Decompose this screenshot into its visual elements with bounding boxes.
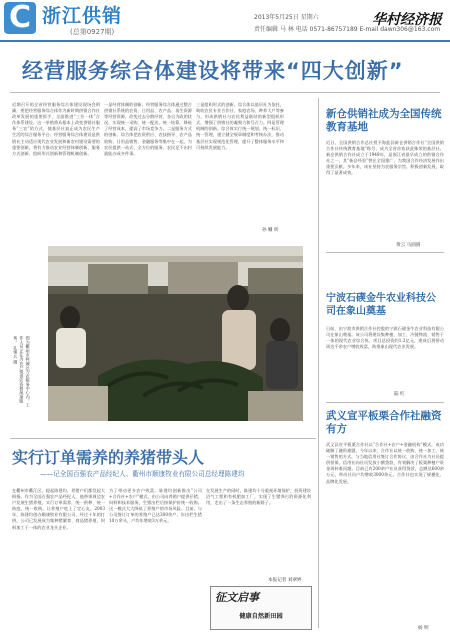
right-article-3: 武义县宣平板栗合作社以“合作社+农户+金融机构”模式，成功破解了融资难题。今年以来，合作社以统一收购、统一加工、统一销售的方式，与当地信用社签订合作协议，由合作社为社员提供担保，信用社向社员发放小额贷款，有效解决了板栗种植户资金周转难问题。目前已有200余户社员获得贷款，总额达600余万元，带动社员户均增收3000余元，合作社也实现了规模化、品牌化发展。	[326, 442, 444, 484]
article2-subheadline: ——记全国百强农产品经纪人、衢州市顺康牧业有限公司总经理陈建均	[40, 470, 245, 478]
publication-date: 2013年5月25日 星期六	[254, 14, 319, 21]
editor-contact: 责任编辑 马 林 电话 0571-86757189 E-mail dawn306@163.com	[254, 26, 441, 33]
section-title: 浙江供销	[42, 5, 123, 27]
market-photo-illustration	[48, 246, 303, 421]
right-divider-1	[326, 252, 444, 253]
article2-top-rule	[10, 438, 316, 439]
advertisement-box	[210, 586, 312, 630]
main-headline: 经营服务综合体建设将带来“四大创新”	[22, 59, 404, 83]
right-article-2: 日前，由宁波市供销合作社控股的宁波石碶金牛农业科技有限公司在象山奠基。该公司将建设集种植、加工、冷链物流、销售于一体的现代农业综合体，项目总投资约1.2亿元，建成后将带动周边千余农户增收致富，助推象山现代农业发展。	[326, 326, 444, 350]
article1-column3: 三是组织形式的创新。综合体以基层社为依托，吸收农民专业合作社、家庭农场、种养大户等参与，形成供销社与农民利益联结的新型组织形式，增强了供销社的凝聚力和号召力。四是管理机制的创新。综合体实行统一规划、统一标识、统一管理，建立健全规章制度和考核办法，推动基层社实现规范化管理，提升了整体服务水平和可持续发展能力。	[196, 102, 284, 150]
market-photo	[48, 246, 303, 421]
headline-rule	[10, 92, 440, 93]
right-article-1: 近日，全国供销合作总社授予海盐县新仓供销合作社“全国供销合作社传统教育基地”称号，成为全省首家获此殊荣的基层社。新仓供销合作社成立于1949年，是浙江省最早成立的供销合作社之一，其“新仓经验”曾在全国推广，为我国合作经济发展作出重要贡献。多年来，该社坚持为农服务宗旨，积极创新发展，取得了显著成效。	[326, 140, 444, 176]
article2-byline: 本报记者 刘翠婷	[268, 578, 302, 583]
section-logo: C	[4, 2, 36, 34]
page-header	[0, 0, 450, 40]
photo-caption-box	[12, 336, 46, 414]
article1-byline: 孙 姗 昕	[262, 228, 279, 233]
column-divider	[318, 98, 319, 628]
photo-caption: 图为衢州市柯城区为农服务中心内，工作人员正在为农户提供农资和蔬菜服务。 孔建兵 摄	[13, 336, 31, 408]
ad-title: 征文启事	[215, 591, 259, 604]
article2-column2: 为了带动更多农户致富，陈建均创新推出“公司+合作社+农户”模式，由公司向养殖户提供仔猪、饲料和技术服务，生猪出栏后按保护价统一收购。这一模式大大降低了养殖户的市场风险。目前，与公司签订订单的养殖户已达300余户，年出栏生猪10万余头，户均年增收3万余元。	[109, 488, 202, 524]
newspaper-masthead: 华村经济报	[372, 12, 442, 28]
right-article-1-byline: 黄云 马圆圆	[396, 243, 421, 248]
article2-column1: 在衢州市衢江区，提起陈建均，养猪户们都竖起大拇指。作为全国百强农产品经纪人，他带领周边农户发展生猪养殖，实行订单需养，统一供种、统一防疫、统一收购，让养殖户吃上了定心丸。2003年，陈建均创办顺康牧业有限公司，经过十年的打拼，公司已发展成为集种猪繁育、商品猪养殖、饲料加工于一体的农业龙头企业。	[12, 488, 105, 530]
right-headline-1: 新仓供销社成为全国传统教育基地	[326, 108, 442, 133]
article1-column1: 近期召开的全省经营服务综合体建设现场会明确，要把经营服务综合体作为新时期供销合作社改革发展的重要抓手，全面推进“三位一体”合作体系建设。这一举措将从根本上改变供销社服务“三农”的方式，使基层社真正成为农民生产生活的综合服务平台。经营服务综合体建设是供销社主动适应现代农业发展和新农村建设需要的重要创新，将有力推动农业经营体制创新、服务方式创新、组织形式创新和管理机制创新。	[12, 102, 100, 156]
right-headline-2: 宁波石碶金牛农业科技公司在象山奠基	[326, 293, 436, 317]
header-rule	[0, 40, 450, 42]
issue-number: (总第0927期)	[70, 28, 115, 36]
article2-column3: 在发展生产的同时，陈建均十分重视环境保护，投资建设沼气工程和有机肥加工厂，实现了生猪粪污的资源化利用，走出了一条生态养殖的新路子。	[206, 488, 311, 506]
ad-slogan: 健康自然新田园	[239, 613, 283, 620]
right-divider-2	[326, 402, 444, 403]
article1-column2: 一是经营体制的创新。经营服务综合体通过整合供销社系统的农资、日用品、农产品、再生资源等经营资源，改变过去分散经营、各自为政的状况，实现统一采购、统一配送、统一结算，降低了经营成本，提高了市场竞争力。二是服务方式的创新。综合体把农资供应、农技指导、农产品收购、日用品销售、金融服务等集中在一起，为农民提供一站式、全方位的服务，农民足不出村就能办成多件事。	[104, 102, 192, 156]
right-article-2-byline: 陆 红	[394, 392, 405, 397]
right-article-3-byline: 杨 明	[418, 626, 429, 631]
right-headline-3: 武义宣平板栗合作社融资有方	[326, 410, 442, 435]
article2-headline: 实行订单需养的养猪带头人	[12, 448, 205, 467]
